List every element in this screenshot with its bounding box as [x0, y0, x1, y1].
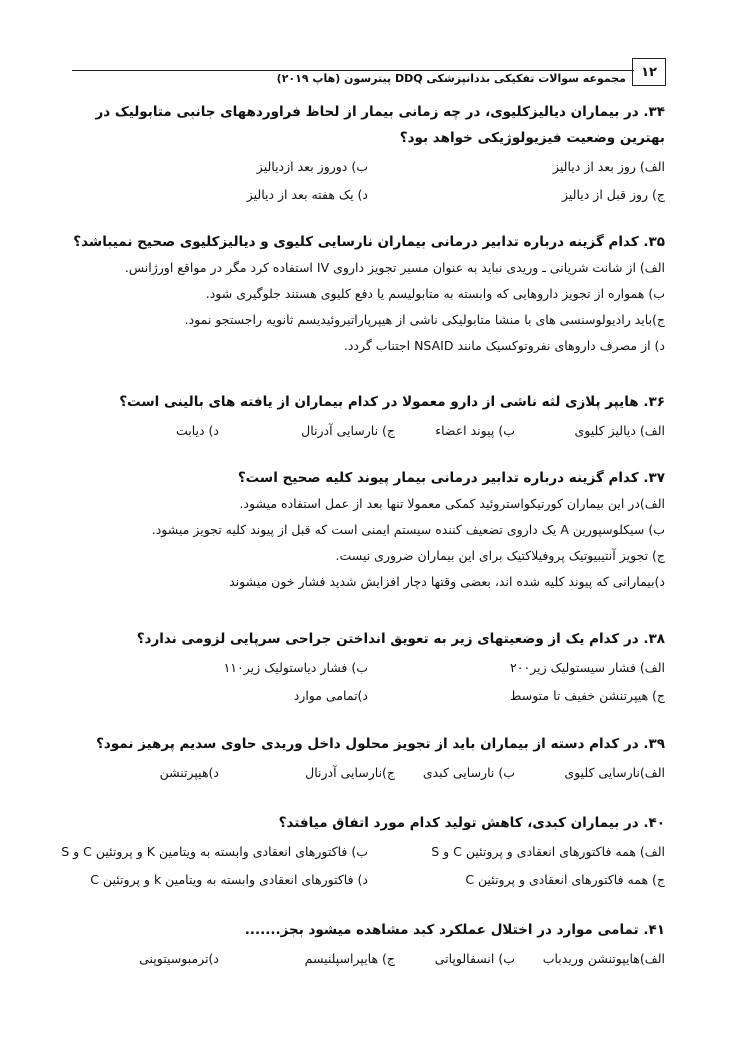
options-row — [71, 153, 665, 181]
question-title: ۴۰. در بیماران کبدی، کاهش تولید کدام مورد اتفاق میافتد؟ — [278, 815, 665, 831]
option-b: ب) پیوند اعضاء — [435, 423, 515, 438]
option-c: ج)نارسایی آدرنال — [305, 765, 395, 780]
question-39 — [71, 731, 665, 787]
option-b: ب) فشار دیاستولیک زیر۱۱۰ — [223, 660, 368, 675]
header-rule — [72, 70, 634, 71]
page-header — [72, 58, 666, 88]
option-a: الف)هایپوتنشن وریدباب — [542, 951, 665, 966]
option-c: ج) روز قبل از دیالیز — [561, 187, 665, 202]
option-c: ج)باید رادیولوسنسی های با منشا متابولیکی ناشی از هیپرپاراتیروئیدیسم ثانویه راجستجو نمود. — [184, 312, 665, 327]
option-a: الف) روز بعد از دیالیز — [552, 159, 665, 174]
option-d: د)تمامی موارد — [293, 688, 368, 703]
option-d: د) از مصرف داروهای نفروتوکسیک مانند NSAID اجتناب گردد. — [343, 338, 665, 353]
option-d: د)ترمبوسیتوپنی — [139, 951, 219, 966]
page-number: ۱۲ — [632, 58, 666, 86]
option-c: ج) همه فاکتورهای انعقادی و پروتئین C — [465, 872, 665, 887]
option-a: الف) از شانت شریانی ـ وریدی نباید به عنوان مسیر تجویز داروی IV استفاده کرد مگر در مواقع اورژانس. — [124, 260, 665, 275]
option-a: الف)نارسایی کلیوی — [564, 765, 665, 780]
book-title: مجموعه سوالات تفکیکی بذدانپزشکی DDQ پیترسون (هاپ ۲۰۱۹) — [276, 72, 626, 85]
options-row — [71, 181, 665, 209]
question-37 — [71, 465, 665, 595]
question-title: ۳۸. در کدام یک از وضعیتهای زیر به تعویق انداختن جراحی سرپایی لزومی ندارد؟ — [136, 631, 665, 647]
question-34 — [71, 99, 665, 209]
question-35 — [71, 229, 665, 359]
option-d: د) فاکتورهای انعقادی وابسته به ویتامین k و پروتئین C — [90, 872, 368, 887]
options-row — [71, 866, 665, 894]
option-a: الف)در این بیماران کورتیکواستروئید کمکی معمولا تنها بعد از عمل استفاده میشود. — [239, 496, 665, 511]
options-row — [71, 759, 665, 787]
question-title: ۴۱. تمامی موارد در اختلال عملکرد کبد مشاهده میشود بجز....... — [244, 922, 665, 938]
option-b: ب) سیکلوسپورین A یک داروی تضعیف کننده سیستم ایمنی است که قبل از پیوند کلیه تجویز میشود. — [151, 522, 665, 537]
question-36 — [71, 389, 665, 445]
option-a: الف) همه فاکتورهای انعقادی و پروتئین C و S — [431, 844, 665, 859]
question-title: ۳۷. کدام گزینه درباره تدابیر درمانی بیمار پیوند کلیه صحیح است؟ — [237, 470, 665, 486]
option-d: د)بیمارانی که پیوند کلیه شده اند، بعضی وقتها دچار افزایش شدید فشار خون میشوند — [229, 574, 665, 589]
option-c: ج) نارسایی آدرنال — [301, 423, 395, 438]
question-title: ۳۴. در بیماران دیالیزکلیوی، در چه زمانی بیمار از لحاظ فراوردههای جانبی متابولیک در بهترین وضعیت فیزیولوژیکی خواهد بود؟ — [95, 104, 665, 146]
options-row — [71, 682, 665, 710]
option-c: ج) هایپراسپلنیسم — [304, 951, 395, 966]
option-c: ج) هیپرتنشن خفیف تا متوسط — [509, 688, 665, 703]
question-38 — [71, 626, 665, 710]
option-a: الف) دیالیز کلیوی — [574, 423, 665, 438]
option-d: د)هیپرتنشن — [159, 765, 219, 780]
option-b: ب) انسفالوپاتی — [434, 951, 515, 966]
option-c: ج) تجویز آنتیبیوتیک پروفیلاکتیک برای این بیماران ضروری نیست. — [335, 548, 665, 563]
option-b: ب) نارسایی کبدی — [422, 765, 515, 780]
option-b: ب) همواره از تجویز داروهایی که وابسته به متابولیسم یا دفع کلیوی هستند جلوگیری شود. — [205, 286, 665, 301]
question-41 — [71, 917, 665, 973]
option-b: ب) فاکتورهای انعقادی وابسته به ویتامین K و پروتئین C و S — [61, 844, 368, 859]
question-title: ۳۶. هایپر پلازی لثه ناشی از دارو معمولا در کدام بیماران از یافته های بالینی است؟ — [119, 394, 665, 410]
question-title: ۳۹. در کدام دسته از بیماران باید از تجویز محلول داخل وریدی حاوی سدیم پرهیز نمود؟ — [96, 736, 665, 752]
question-40 — [61, 810, 665, 894]
options-row — [71, 417, 665, 445]
options-row — [71, 945, 665, 973]
option-d: د) دیابت — [175, 423, 219, 438]
option-b: ب) دوروز بعد ازدیالیز — [256, 159, 368, 174]
option-a: الف) فشار سیستولیک زیر۲۰۰ — [510, 660, 665, 675]
options-row — [61, 838, 665, 866]
option-d: د) یک هفته بعد از دیالیز — [246, 187, 368, 202]
options-row — [71, 654, 665, 682]
question-title: ۳۵. کدام گزینه درباره تدابیر درمانی بیماران نارسایی کلیوی و دیالیزکلیوی صحیح نمیباشد؟ — [73, 234, 665, 250]
